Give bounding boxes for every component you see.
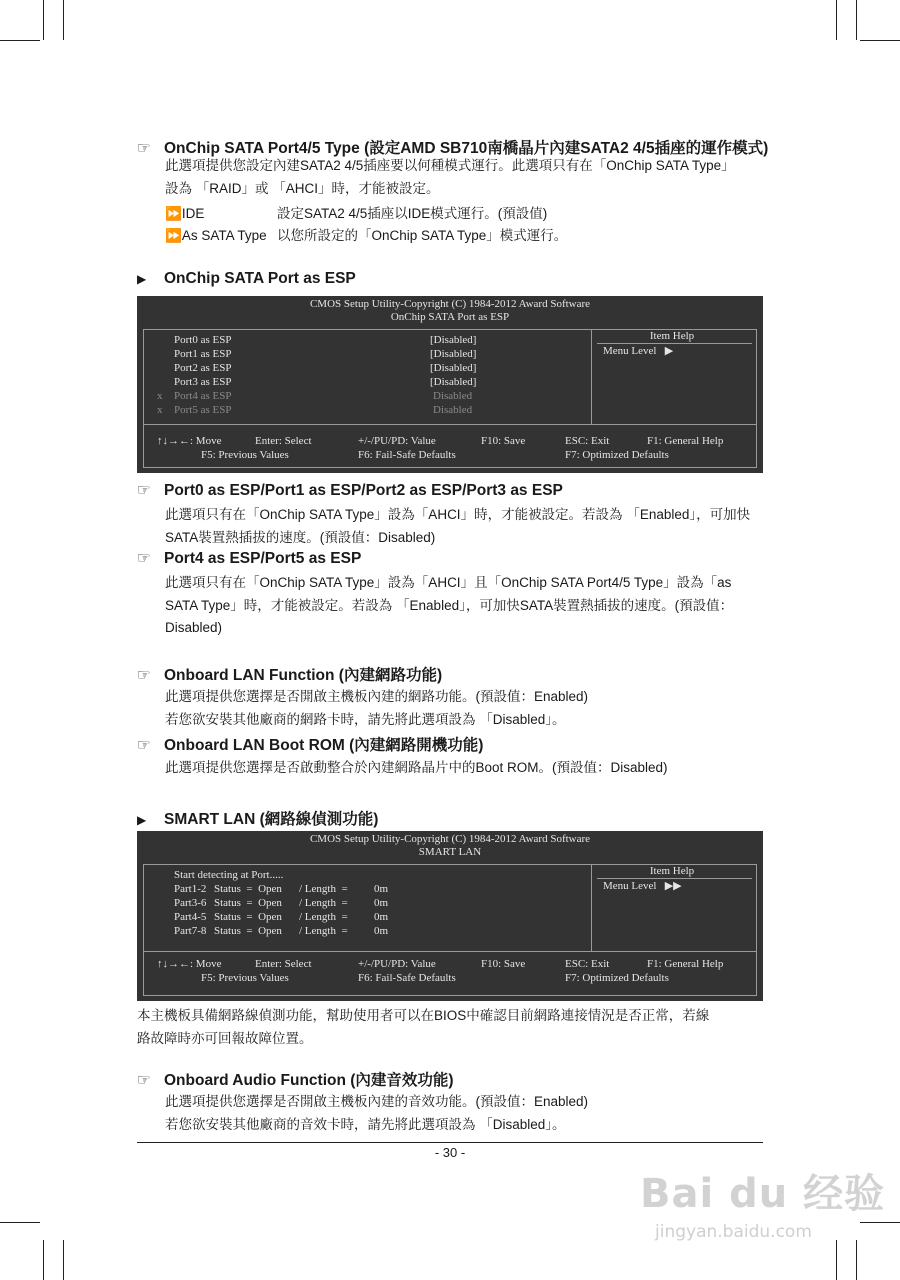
text-line: Disabled) xyxy=(165,620,223,635)
section-smart-lan xyxy=(137,807,378,829)
bios-item-row[interactable] xyxy=(137,361,577,375)
pair-length-value: 0m xyxy=(374,925,389,937)
pointing-hand-icon: ☞ xyxy=(137,667,151,684)
paragraph xyxy=(165,504,765,549)
section-title: Onboard LAN Function (內建網路功能) xyxy=(164,667,443,684)
bios-item-value: Disabled xyxy=(433,390,473,402)
bios-copyright: CMOS Setup Utility-Copyright (C) 1984-2012 Award Software xyxy=(309,298,591,310)
pair-status: Status = Open xyxy=(214,911,282,923)
bios-item-value: [Disabled] xyxy=(430,362,477,374)
section-title: OnChip SATA Port4/5 Type (設定AMD SB710南橋晶片內建SATA2 4/5插座的運作模式) xyxy=(164,140,769,157)
pointing-hand-icon: ☞ xyxy=(137,737,151,754)
footer-move: ↑↓→←: Move xyxy=(157,435,222,447)
text-line: 路故障時亦可回報故障位置。 xyxy=(137,1030,313,1046)
paragraph xyxy=(165,572,765,640)
bios-item-disabled-mark: x xyxy=(157,404,163,416)
text-line: SATA Type」時，才能被設定。若設為 「Enabled」，可加快SATA裝置熱插拔的速度。(預設值： xyxy=(165,597,734,613)
cable-pair-row xyxy=(137,882,577,896)
section-title: Port4 as ESP/Port5 as ESP xyxy=(164,550,362,567)
pair-label: Part7-8 xyxy=(174,925,207,937)
pair-length-label: / Length = xyxy=(299,883,348,895)
bios-title xyxy=(137,831,763,859)
paragraph xyxy=(165,1091,765,1136)
text-line: 此選項只有在「OnChip SATA Type」設為「AHCI」時，才能被設定。若設為 「Enabled」，可加快 xyxy=(165,507,751,522)
pair-label: Part3-6 xyxy=(174,897,207,909)
bios-item-value: [Disabled] xyxy=(430,348,477,360)
cable-pair-row xyxy=(137,924,577,938)
text-line: 設為 「RAID」或 「AHCI」時，才能被設定。 xyxy=(165,180,440,196)
bios-item-row[interactable] xyxy=(137,375,577,389)
bios-screen-smart-lan xyxy=(137,831,763,1001)
bios-menu-title: OnChip SATA Port as ESP xyxy=(390,311,510,323)
triangle-right-icon: ▶ xyxy=(137,272,147,286)
text-line: 此選項提供您選擇是否開啟主機板內建的網路功能。(預設值：Enabled) xyxy=(165,689,589,704)
option-row xyxy=(165,202,547,222)
baidu-watermark-url: jingyan.baidu.com xyxy=(655,1222,812,1242)
section-port4-5-as-esp xyxy=(137,549,361,568)
section-port0-3-as-esp xyxy=(137,481,563,500)
footer-failsafe: F6: Fail-Safe Defaults xyxy=(358,972,456,984)
section-title: SMART LAN (網路線偵測功能) xyxy=(164,811,379,828)
bios-item-label: Port5 as ESP xyxy=(174,404,232,416)
pair-length-label: / Length = xyxy=(299,911,348,923)
bios-item-row[interactable] xyxy=(137,347,577,361)
page-number: - 30 - xyxy=(434,1145,466,1160)
option-value: 以您所設定的「OnChip SATA Type」模式運行。 xyxy=(277,228,568,243)
section-onboard-audio-function xyxy=(137,1068,454,1090)
footer-failsafe: F6: Fail-Safe Defaults xyxy=(358,449,456,461)
menu-level-arrow-icon: ▶ xyxy=(664,345,674,357)
footer-optimized: F7: Optimized Defaults xyxy=(565,972,669,984)
bios-item-value: Disabled xyxy=(433,404,473,416)
bios-item-label: Port2 as ESP xyxy=(174,362,232,374)
section-title: Onboard LAN Boot ROM (內建網路開機功能) xyxy=(164,737,484,754)
footer-rule xyxy=(137,1142,763,1143)
bios-item-label: Port0 as ESP xyxy=(174,334,232,346)
paragraph xyxy=(165,686,765,731)
item-help-title: Item Help xyxy=(649,865,695,877)
text-line: 本主機板具備網路線偵測功能，幫助使用者可以在BIOS中確認目前網路連接情況是否正常，若線 xyxy=(137,1008,710,1023)
pointing-hand-icon: ☞ xyxy=(137,482,151,499)
pair-status: Status = Open xyxy=(214,883,282,895)
footer-exit: ESC: Exit xyxy=(565,435,610,447)
pair-length-value: 0m xyxy=(374,897,389,909)
cable-pair-row xyxy=(137,896,577,910)
triangle-right-icon: ▶ xyxy=(137,813,147,827)
text-line: 此選項只有在「OnChip SATA Type」設為「AHCI」且「OnChip SATA Port4/5 Type」設為「as xyxy=(165,575,732,590)
section-title: Onboard Audio Function (內建音效功能) xyxy=(164,1072,454,1089)
bios-copyright: CMOS Setup Utility-Copyright (C) 1984-2012 Award Software xyxy=(309,833,591,845)
pointing-hand-icon: ☞ xyxy=(137,1072,151,1089)
menu-level-label: Menu Level xyxy=(603,880,657,892)
pair-length-value: 0m xyxy=(374,883,389,895)
footer-value: +/-/PU/PD: Value xyxy=(358,958,436,970)
menu-level-arrow-icon: ▶▶ xyxy=(664,880,682,892)
paragraph xyxy=(165,757,765,780)
text-line: 此選項提供您設定內建SATA2 4/5插座要以何種模式運行。此選項只有在「OnChip SATA Type」 xyxy=(165,158,735,173)
pair-label: Part4-5 xyxy=(174,911,207,923)
text-line: 若您欲安裝其他廠商的音效卡時，請先將此選項設為 「Disabled」。 xyxy=(165,1116,566,1132)
bios-item-value: [Disabled] xyxy=(430,376,477,388)
bios-item-label: Port4 as ESP xyxy=(174,390,232,402)
footer-previous: F5: Previous Values xyxy=(201,972,289,984)
baidu-watermark-logo: Bai du 经验 xyxy=(640,1171,886,1217)
option-row xyxy=(165,224,567,244)
pointing-hand-icon: ☞ xyxy=(137,550,151,567)
bios-item-disabled-mark: x xyxy=(157,390,163,402)
footer-value: +/-/PU/PD: Value xyxy=(358,435,436,447)
footer-optimized: F7: Optimized Defaults xyxy=(565,449,669,461)
pair-label: Part1-2 xyxy=(174,883,207,895)
paragraph xyxy=(165,155,765,200)
text-line: SATA裝置熱插拔的速度。(預設值：Disabled) xyxy=(165,529,436,545)
footer-save: F10: Save xyxy=(481,435,526,447)
paragraph-smart-lan xyxy=(137,1005,737,1050)
footer-help: F1: General Help xyxy=(647,958,724,970)
pair-length-label: / Length = xyxy=(299,897,348,909)
text-line: 若您欲安裝其他廠商的網路卡時，請先將此選項設為 「Disabled」。 xyxy=(165,711,566,727)
item-help-title: Item Help xyxy=(649,330,695,342)
text-line: 此選項提供您選擇是否啟動整合於內建網路晶片中的Boot ROM。(預設值：Disabled) xyxy=(165,760,668,775)
menu-level xyxy=(603,345,673,358)
option-key: As SATA Type xyxy=(181,228,267,243)
footer-exit: ESC: Exit xyxy=(565,958,610,970)
footer-select: Enter: Select xyxy=(255,435,312,447)
footer-help: F1: General Help xyxy=(647,435,724,447)
section-onchip-sata-port-as-esp xyxy=(137,270,356,288)
bios-item-value: [Disabled] xyxy=(430,334,477,346)
pair-status: Status = Open xyxy=(214,925,282,937)
menu-level xyxy=(603,880,682,893)
bios-screen-onchip-sata-port-as-esp xyxy=(137,296,763,473)
cable-pair-row xyxy=(137,910,577,924)
text-line: 此選項提供您選擇是否開啟主機板內建的音效功能。(預設值：Enabled) xyxy=(165,1094,589,1109)
double-arrow-icon: ⏩ xyxy=(165,228,182,243)
double-arrow-icon: ⏩ xyxy=(165,206,182,221)
bios-title xyxy=(137,296,763,324)
bios-item-row[interactable] xyxy=(137,333,577,347)
bios-menu-title: SMART LAN xyxy=(418,846,482,858)
bios-item-label: Port1 as ESP xyxy=(174,348,232,360)
bios-item-row[interactable] xyxy=(137,403,577,417)
section-title: OnChip SATA Port as ESP xyxy=(164,270,356,287)
bios-item-label: Port3 as ESP xyxy=(174,376,232,388)
section-title: Port0 as ESP/Port1 as ESP/Port2 as ESP/Port3 as ESP xyxy=(164,482,563,499)
menu-level-label: Menu Level xyxy=(603,345,657,357)
option-key: IDE xyxy=(181,206,205,221)
section-onboard-lan-function xyxy=(137,663,442,685)
footer-select: Enter: Select xyxy=(255,958,312,970)
detect-start-text: Start detecting at Port..... xyxy=(174,869,284,881)
section-onboard-lan-boot-rom xyxy=(137,733,483,755)
pointing-hand-icon: ☞ xyxy=(137,140,151,157)
footer-save: F10: Save xyxy=(481,958,526,970)
footer-move: ↑↓→←: Move xyxy=(157,958,222,970)
pair-length-label: / Length = xyxy=(299,925,348,937)
option-value: 設定SATA2 4/5插座以IDE模式運行。(預設值) xyxy=(277,206,548,221)
bios-item-row[interactable] xyxy=(137,389,577,403)
pair-length-value: 0m xyxy=(374,911,389,923)
footer-previous: F5: Previous Values xyxy=(201,449,289,461)
pair-status: Status = Open xyxy=(214,897,282,909)
